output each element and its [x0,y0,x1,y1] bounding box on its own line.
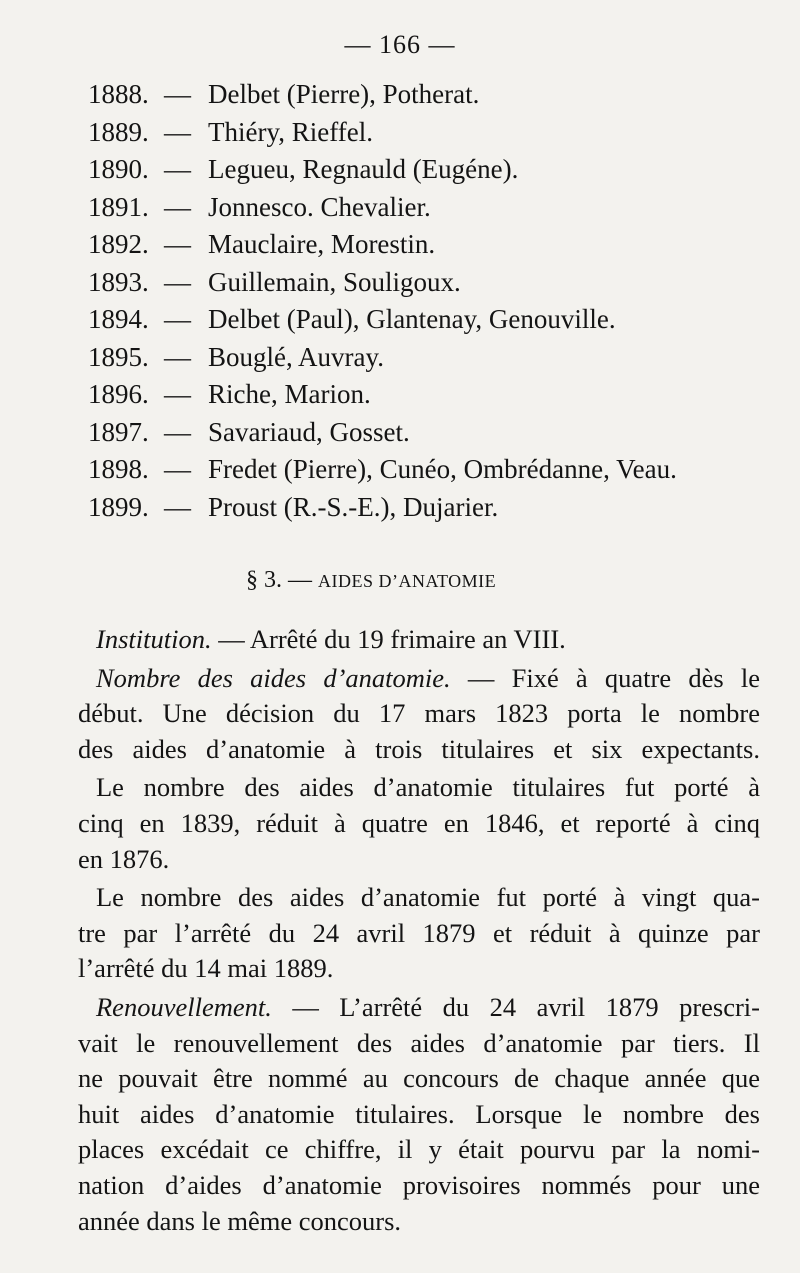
text-line: nation d’aides d’anatomie provisoires nommés pour une [78,1169,760,1200]
list-dash: — [164,341,191,372]
list-item [0,151,800,189]
list-year: 1894. [88,304,149,334]
section-heading [246,567,496,594]
list-dash: — [164,79,191,109]
list-names: Mauclaire, Morestin. [208,229,436,259]
text-line: places excédait ce chiffre, il y était pourvu par la nomi- [78,1134,760,1165]
list-item [0,376,800,414]
text-line [96,661,760,697]
list-year: 1899. [88,491,149,522]
paragraph-titulaires [78,770,760,877]
list-names: Delbet (Pierre), Potherat. [208,79,480,109]
paragraph-text: — Arrêté du 19 frimaire an VIII. [211,624,566,654]
list-item [0,114,800,152]
section-number: § 3. — [246,567,312,593]
list-year: 1893. [88,266,149,297]
text-line: huit aides d’anatomie titulaires. Lorsque le nombre des [78,1098,760,1129]
paragraph-institution [96,622,760,658]
page-number: — 166 — [344,30,456,59]
list-year: 1898. [88,454,149,484]
list-year: 1891. [88,191,149,222]
paragraph-label: Institution. [96,624,212,654]
list-dash: — [164,229,191,259]
body-text [78,622,760,1242]
list-names: Riche, Marion. [208,379,371,409]
paragraph-text: — Fixé à quatre dès le [450,662,760,693]
list-names: Bouglé, Auvray. [208,341,384,372]
list-year: 1897. [88,416,149,447]
list-names: Guillemain, Souligoux. [208,266,461,297]
list-names: Jonnesco. Chevalier. [208,191,431,222]
list-names: Delbet (Paul), Glantenay, Genouville. [208,304,616,334]
list-dash: — [164,379,191,409]
list-year: 1890. [88,154,149,184]
list-item [0,189,800,227]
section-title: AIDES D’ANATOMIE [318,571,497,591]
list-year: 1889. [88,116,149,147]
list-item [0,451,800,489]
list-item [0,301,800,339]
list-year: 1888. [88,79,149,109]
text-line: l’arrêté du 14 mai 1889. [78,953,334,984]
list-item [0,264,800,302]
text-line: année dans le même concours. [78,1205,402,1236]
list-names: Fredet (Pierre), Cunéo, Ombrédanne, Veau. [208,454,677,484]
text-line [96,622,760,658]
list-dash: — [164,491,191,522]
paragraph-nombre [78,661,760,768]
paragraph-vingt-quatre [78,880,760,987]
text-line: en 1876. [78,843,170,874]
paragraph-renouvellement [78,990,760,1239]
list-dash: — [164,191,191,222]
text-line: Le nombre des aides d’anatomie titulaires fut porté à [96,772,760,803]
list-dash: — [164,266,191,297]
list-item [0,489,800,527]
list-names: Legueu, Regnauld (Eugéne). [208,154,519,184]
list-names: Thiéry, Rieffel. [208,116,373,147]
list-item [0,414,800,452]
list-dash: — [164,304,191,334]
list-dash: — [164,416,191,447]
paragraph-label: Nombre des aides d’anatomie. [96,662,451,693]
text-line: des aides d’anatomie à trois titulaires et six expectants. [78,733,760,764]
list-year: 1896. [88,379,149,409]
list-item [0,226,800,264]
text-line: ne pouvait être nommé au concours de chaque année que [78,1063,760,1094]
list-year: 1895. [88,341,149,372]
list-year: 1892. [88,229,149,259]
text-line: cinq en 1839, réduit à quatre en 1846, et reporté à cinq [78,807,760,838]
year-list [0,76,800,526]
text-line: vait le renouvellement des aides d’anatomie par tiers. Il [78,1027,760,1058]
list-dash: — [164,454,191,484]
list-names: Savariaud, Gosset. [208,416,410,447]
list-dash: — [164,154,191,184]
list-item [0,339,800,377]
list-names: Proust (R.-S.-E.), Dujarier. [208,491,499,522]
list-dash: — [164,116,191,147]
paragraph-text: — L’arrêté du 24 avril 1879 prescri- [271,991,760,1022]
paragraph-label: Renouvellement. [96,991,272,1022]
text-line: tre par l’arrêté du 24 avril 1879 et réduit à quinze par [78,917,760,948]
text-line: Le nombre des aides d’anatomie fut porté à vingt qua- [96,882,760,913]
text-line [96,990,760,1026]
list-item [0,76,800,114]
text-line: début. Une décision du 17 mars 1823 porta le nombre [78,698,760,729]
